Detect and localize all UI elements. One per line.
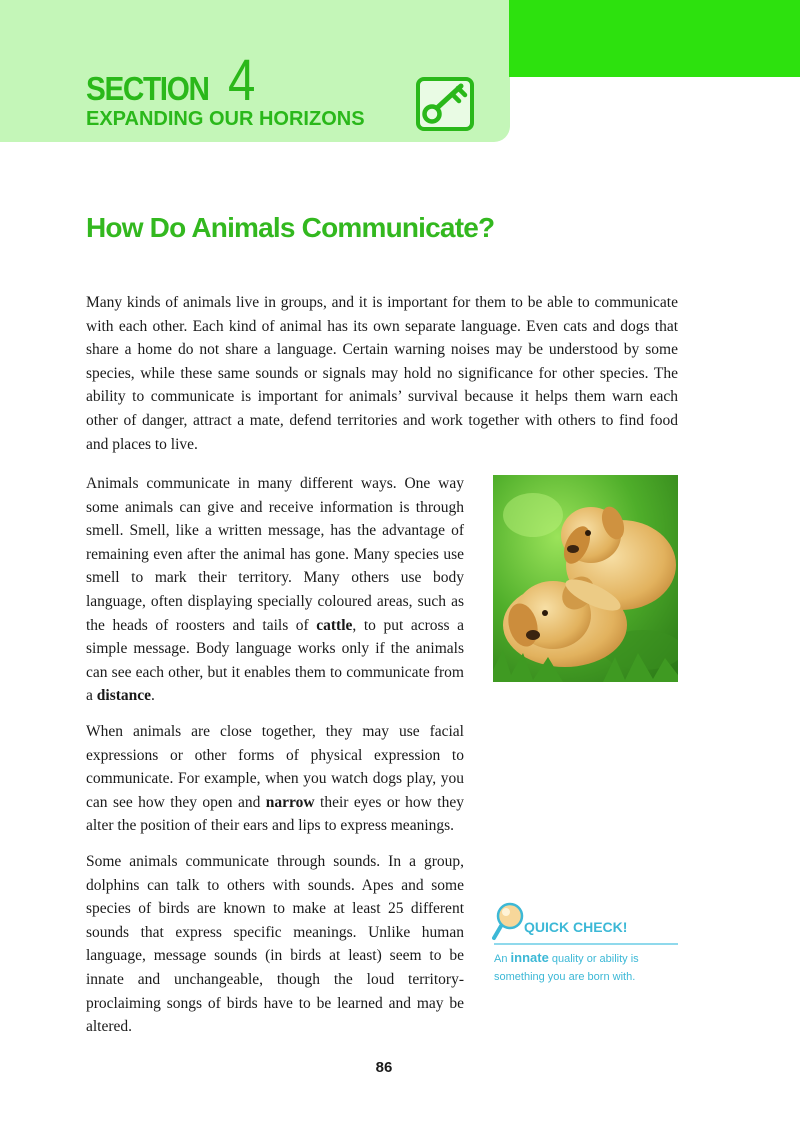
magnifier-icon	[492, 902, 526, 942]
body-paragraph-smell: Animals communicate in many different ways. One way some animals can give and receive information is through smell. Smell, like a written message, has the advantage of remaining even after the animal has gone. Many species use smell to mark their territory. Many others use body language, often displaying specially coloured areas, such as the heads of roosters and tails of cattle, to put across a simple message. Body language works only if the animals can see each other, but it enables them to communicate from a distance.	[86, 475, 464, 705]
keyword-cattle: cattle	[316, 616, 353, 634]
key-checkbox-icon	[415, 76, 475, 132]
quick-check-divider	[494, 943, 678, 945]
page-number: 86	[375, 1059, 393, 1076]
quick-check-text: An innate quality or ability is something you are born with.	[494, 950, 639, 983]
section-label	[86, 48, 260, 113]
section-number: 4	[228, 48, 256, 113]
page-title: How Do Animals Communicate?	[86, 212, 495, 243]
section-word: SECTION	[86, 70, 209, 107]
quick-check-keyword: innate	[510, 950, 549, 965]
quick-check-title: QUICK CHECK!	[524, 919, 628, 935]
keyword-distance: distance	[96, 687, 152, 705]
header-accent-block	[509, 0, 800, 77]
keyword-narrow: narrow	[265, 793, 315, 811]
puppies-photo	[493, 475, 678, 682]
intro-paragraph: Many kinds of animals live in groups, and it is important for them to be able to communicate with each other. Each kind of animal has its own separate language. Even cats and dogs that share a home do not share a language. Certain warning noises may be understood by some species, while these same sounds or signals may hold no significance for other species. The ability to communicate is important for animals’ survival because it helps them warn each other of danger, attract a mate, defend territories and work together with others to find food and places to live.	[86, 294, 678, 453]
section-subtitle: EXPANDING OUR HORIZONS	[86, 108, 365, 130]
body-paragraph-expressions: When animals are close together, they may use facial expressions or other forms of physical expression to communicate. For example, when you watch dogs play, you can see how they open and narrow their eyes or how they alter the position of their ears and lips to express meanings.	[86, 723, 464, 835]
body-paragraph-sounds: Some animals communicate through sounds. In a group, dolphins can talk to others with sounds. Apes and some species of birds are known to make at least 25 different sounds that express specific meanings. Unlike human language, message sounds (in birds at least) seem to be innate and unchangeable, though the loud territory-proclaiming songs of birds have to be learned and may be altered.	[86, 853, 464, 1036]
